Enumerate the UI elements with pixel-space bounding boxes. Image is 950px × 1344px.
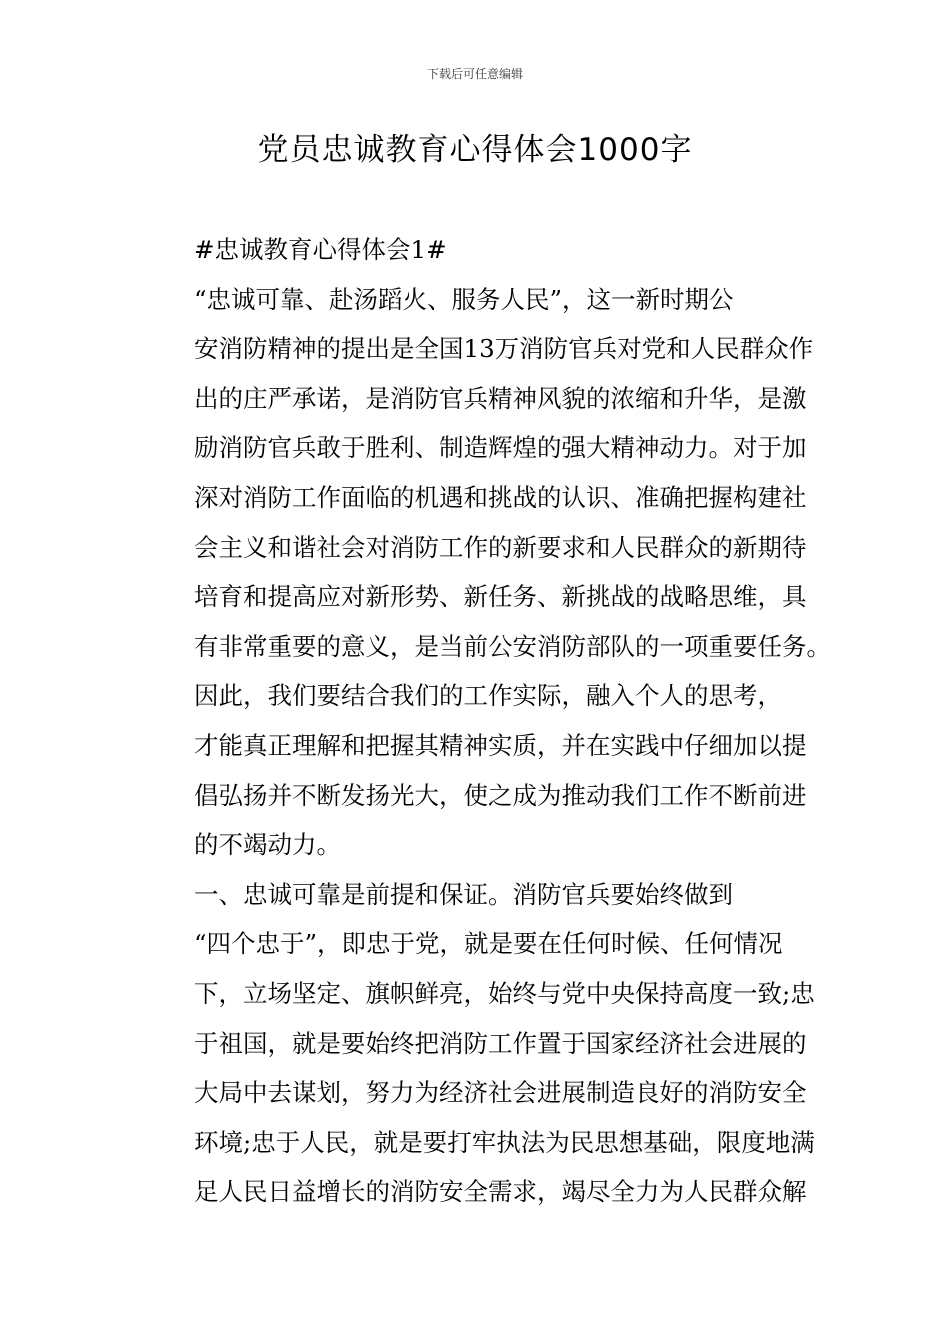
section-heading: #忠诚教育心得体会1# (194, 235, 447, 264)
paragraph-1 (145, 275, 831, 672)
text-line: 出的庄严承诺，是消防官兵精神风貌的浓缩和升华，是激 (194, 383, 807, 413)
text-line: 的不竭动力。 (194, 830, 341, 860)
text-line: 会主义和谐社会对消防工作的新要求和人民群众的新期待 (194, 532, 807, 562)
text-line: “四个忠于”，即忠于党，就是要在任何时候、任何情况 (194, 929, 783, 959)
text-line: 大局中去谋划，努力为经济社会进展制造良好的消防安全 (194, 1078, 807, 1108)
text-line: 安消防精神的提出是全国13万消防官兵对党和人民群众作 (194, 334, 814, 364)
text-line: 深对消防工作面临的机遇和挑战的认识、准确把握构建社 (194, 482, 807, 512)
header-note: 下载后可任意编辑 (426, 67, 523, 81)
text-line: 于祖国，就是要始终把消防工作置于国家经济社会进展的 (194, 1028, 807, 1058)
text-line: 有非常重要的意义，是当前公安消防部队的一项重要任务。 (194, 631, 831, 661)
paragraph-2 (145, 671, 817, 869)
text-line: “忠诚可靠、赴汤蹈火、服务人民”，这一新时期公 (194, 284, 734, 314)
text-line: 足人民日益增长的消防安全需求，竭尽全力为人民群众解 (194, 1177, 807, 1207)
text-line: 励消防官兵敢于胜利、制造辉煌的强大精神动力。对于加 (194, 433, 807, 463)
text-line: 下，立场坚定、旗帜鲜亮，始终与党中央保持高度一致;忠 (194, 978, 815, 1008)
text-line: 因此，我们要结合我们的工作实际，融入个人的思考， (194, 681, 782, 711)
text-line: 倡弘扬并不断发扬光大，使之成为推动我们工作不断前进 (194, 780, 807, 810)
text-line: 一、忠诚可靠是前提和保证。消防官兵要始终做到 (194, 879, 733, 909)
text-line: 培育和提高应对新形势、新任务、新挑战的战略思维，具 (194, 582, 807, 612)
text-line: 才能真正理解和把握其精神实质，并在实践中仔细加以提 (194, 730, 807, 760)
paragraph-3 (145, 870, 817, 1217)
document-body (145, 225, 831, 1217)
document-title: 党员忠诚教育心得体会1000字 (257, 132, 693, 168)
text-line: 环境;忠于人民，就是要打牢执法为民思想基础，限度地满 (194, 1127, 815, 1157)
